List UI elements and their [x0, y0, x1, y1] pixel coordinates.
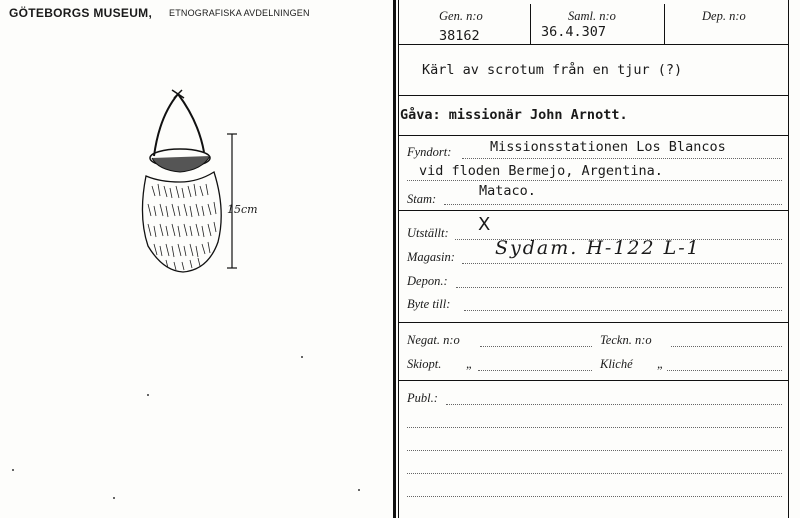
object-description: Kärl av scrotum från en tjur (?) — [422, 62, 683, 78]
dotted-line — [462, 158, 782, 159]
dotted-line — [407, 473, 782, 474]
dotted-line — [462, 263, 782, 264]
dotted-line — [480, 346, 592, 347]
gen-value: 38162 — [439, 28, 480, 44]
dotted-line — [456, 287, 782, 288]
stam-value: Mataco. — [479, 183, 536, 199]
utstallt-mark: X — [478, 214, 491, 235]
department-name: ETNOGRAFISKA AVDELNINGEN — [169, 8, 310, 18]
card-left-border — [393, 0, 396, 518]
row-divider — [398, 380, 788, 381]
row-divider — [398, 135, 788, 136]
dotted-line — [667, 370, 782, 371]
dotted-line — [446, 404, 782, 405]
dotted-line — [407, 180, 782, 181]
gift-line: Gåva: missionär John Arnott. — [400, 107, 628, 123]
publ-label: Publ.: — [407, 391, 438, 405]
fyndort-line1: Missionsstationen Los Blancos — [490, 139, 726, 155]
speck — [12, 469, 14, 471]
row-divider — [398, 210, 788, 211]
saml-value: 36.4.307 — [541, 24, 607, 40]
magasin-label: Magasin: — [407, 250, 455, 264]
vessel-sketch — [128, 86, 268, 286]
fyndort-label: Fyndort: — [407, 145, 452, 159]
size-label: 15cm — [227, 203, 258, 216]
card-left-border-inner — [398, 0, 399, 518]
skiopt-mark: „ — [466, 357, 473, 371]
row-divider — [398, 95, 788, 96]
teckn-label: Teckn. n:o — [600, 333, 652, 347]
dotted-line — [407, 450, 782, 451]
depon-label: Depon.: — [407, 274, 448, 288]
dotted-line — [444, 204, 782, 205]
kliche-label: Kliché — [600, 357, 633, 371]
row-divider — [398, 322, 788, 323]
speck — [113, 497, 115, 499]
row-divider — [398, 44, 788, 45]
negat-label: Negat. n:o — [407, 333, 460, 347]
fyndort-line2: vid floden Bermejo, Argentina. — [419, 163, 663, 179]
dotted-line — [464, 310, 782, 311]
kliche-mark: „ — [657, 357, 664, 371]
column-divider — [664, 4, 665, 44]
dotted-line — [407, 496, 782, 497]
speck — [147, 394, 149, 396]
stam-label: Stam: — [407, 192, 437, 206]
utstallt-label: Utställt: — [407, 226, 449, 240]
byte-label: Byte till: — [407, 297, 451, 311]
dotted-line — [478, 370, 592, 371]
museum-name: GÖTEBORGS MUSEUM, — [9, 6, 153, 20]
skiopt-label: Skiopt. — [407, 357, 442, 371]
saml-label: Saml. n:o — [568, 9, 616, 23]
dep-label: Dep. n:o — [702, 9, 746, 23]
dotted-line — [671, 346, 782, 347]
gen-label: Gen. n:o — [439, 9, 483, 23]
speck — [358, 489, 360, 491]
column-divider — [530, 4, 531, 44]
magasin-value: Sydam. H-122 L-1 — [495, 237, 701, 259]
card-right-border — [788, 0, 789, 518]
dotted-line — [407, 427, 782, 428]
speck — [301, 356, 303, 358]
